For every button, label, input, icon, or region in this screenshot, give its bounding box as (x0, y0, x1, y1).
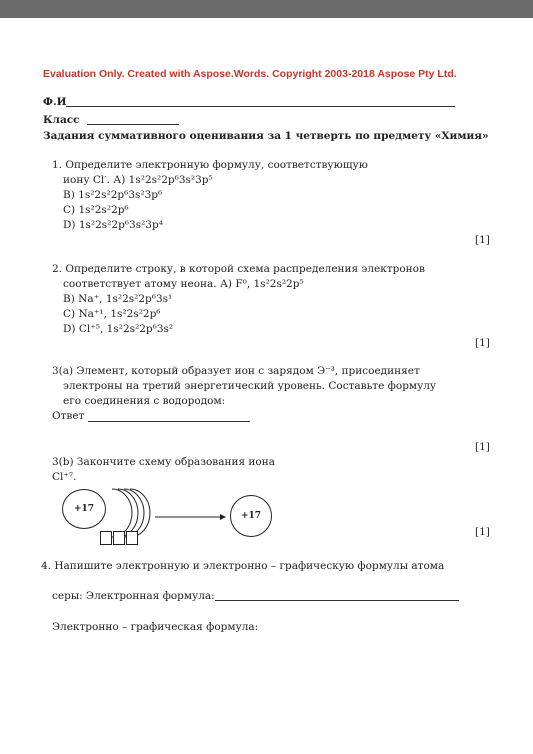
q2-option-a: соответствует атому неона. А) F⁰, 1s²2s²2p⁵ (63, 278, 304, 290)
q3b-text: 3(b) Закончите схему образования иона (52, 456, 275, 468)
electron-cell-1[interactable] (100, 531, 112, 545)
electron-cell-2[interactable] (113, 531, 125, 545)
q4-graphic-label: Электронно – графическая формула: (52, 621, 259, 633)
q2-text: 2. Определите строку, в которой схема распределения электронов (52, 263, 425, 275)
electron-shell-4 (130, 489, 150, 537)
arrow-head-icon (220, 514, 226, 520)
q4-electronic-line[interactable] (215, 600, 459, 601)
q1-ion: иону Cl (63, 174, 105, 186)
q1-text: 1. Определите электронную формулу, соответствующую (52, 159, 368, 171)
q1-option-b: В) 1s²2s²2p⁶3s²3p⁶ (63, 189, 163, 201)
q1-option-c: С) 1s²2s²2p⁶ (63, 204, 129, 216)
q1-option-a: иону Cl-. А) 1s²2s²2p⁶3s²3p⁵ (63, 173, 213, 186)
evaluation-watermark: Evaluation Only. Created with Aspose.Words. Copyright 2003-2018 Aspose Pty Ltd. (43, 68, 457, 80)
q1-option-a-text: . А) 1s²2s²2p⁶3s²3p⁵ (106, 174, 213, 186)
q3a-score: [1] (475, 441, 490, 453)
class-label: Класс (43, 114, 80, 126)
class-line (87, 124, 179, 125)
q3b-score: [1] (475, 526, 490, 538)
q2-option-d: D) Cl⁺⁵, 1s²2s²2p⁶3s² (63, 323, 174, 335)
q4-electronic-label: серы: Электронная формула: (52, 590, 215, 602)
q1-option-d: D) 1s²2s²2p⁶3s²3p⁴ (63, 219, 163, 231)
q1-score: [1] (475, 234, 490, 246)
q3a-text-3: его соединения с водородом: (63, 395, 226, 407)
electron-shell-2 (118, 489, 138, 537)
q2-option-c: С) Na⁺¹, 1s²2s²2p⁶ (63, 308, 161, 320)
electron-cell-3[interactable] (126, 531, 138, 545)
top-bar (0, 0, 533, 18)
q2-option-b: В) Na⁺, 1s²2s²2p⁶3s¹ (63, 293, 173, 305)
q2-score: [1] (475, 337, 490, 349)
q3a-answer-line[interactable] (88, 421, 250, 422)
electron-shell-3 (124, 489, 144, 537)
name-line (66, 106, 455, 107)
nucleus-left: +17 (62, 489, 106, 529)
page-title: Задания суммативного оценивания за 1 четверть по предмету «Химия» (43, 130, 489, 142)
nucleus-right: +17 (230, 495, 272, 537)
q3a-answer-label: Ответ (52, 410, 85, 422)
q4-text: 4. Напишите электронную и электронно – графическую формулы атома (41, 560, 445, 572)
name-label: Ф.И (43, 96, 67, 108)
electron-shell-1 (112, 489, 132, 537)
q3a-text-2: электроны на третий энергетический уровень. Составьте формулу (63, 380, 437, 392)
q3b-ion: Cl⁺⁷. (52, 471, 77, 483)
q3a-text-1: 3(а) Элемент, который образует ион с зарядом Э⁻³, присоединяет (52, 365, 420, 377)
